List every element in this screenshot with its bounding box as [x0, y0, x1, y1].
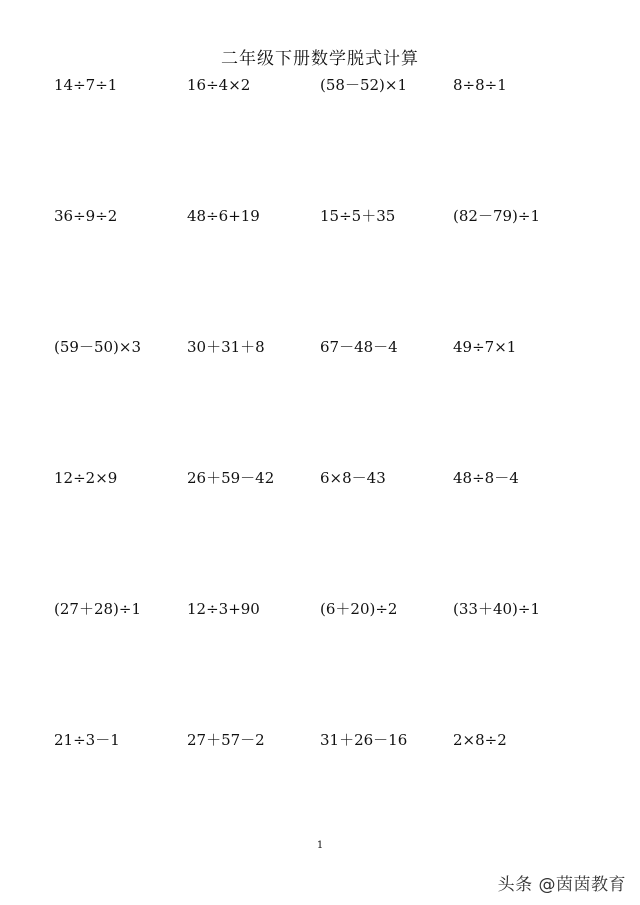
problem-item: 21÷3－1: [54, 731, 120, 749]
problem-item: (6＋20)÷2: [320, 600, 398, 618]
problem-row: [54, 74, 614, 205]
problem-item: 2×8÷2: [453, 731, 507, 749]
problem-item: 67－48－4: [320, 338, 398, 356]
page-title: 二年级下册数学脱式计算: [221, 49, 419, 69]
problem-item: 14÷7÷1: [54, 76, 118, 94]
problem-item: 30＋31＋8: [187, 338, 265, 356]
problem-item: 15÷5＋35: [320, 207, 396, 225]
problem-item: (59－50)×3: [54, 338, 141, 356]
problem-item: (82－79)÷1: [453, 207, 540, 225]
problem-item: (27＋28)÷1: [54, 600, 141, 618]
problem-grid: [54, 74, 614, 860]
problem-item: (58－52)×1: [320, 76, 407, 94]
page-number: 1: [316, 840, 324, 851]
watermark: 头条 @茵茵教育: [497, 875, 626, 895]
problem-item: 6×8－43: [320, 469, 386, 487]
problem-row: [54, 336, 614, 467]
problem-item: 16÷4×2: [187, 76, 251, 94]
problem-item: 12÷2×9: [54, 469, 118, 487]
problem-item: 8÷8÷1: [453, 76, 507, 94]
problem-row: [54, 205, 614, 336]
problem-item: 26＋59－42: [187, 469, 275, 487]
problem-row: [54, 467, 614, 598]
problem-item: 27＋57－2: [187, 731, 265, 749]
problem-row: [54, 598, 614, 729]
problem-item: 49÷7×1: [453, 338, 517, 356]
problem-item: 31＋26－16: [320, 731, 408, 749]
problem-item: 48÷6+19: [187, 207, 260, 225]
problem-item: 48÷8－4: [453, 469, 519, 487]
problem-item: 36÷9÷2: [54, 207, 118, 225]
problem-item: (33＋40)÷1: [453, 600, 540, 618]
problem-item: 12÷3+90: [187, 600, 260, 618]
